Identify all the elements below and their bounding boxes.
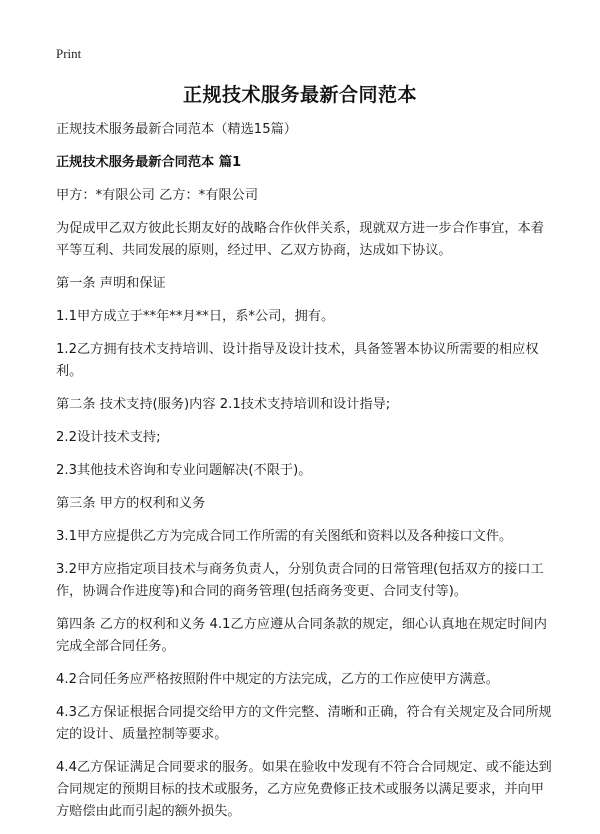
clause-1-2: 1.2乙方拥有技术支持培训、设计指导及设计技术，具备签署本协议所需要的相应权利。 <box>56 342 539 379</box>
paragraph-parties: 甲方：*有限公司 乙方：*有限公司 <box>56 188 259 203</box>
clause-4-2: 4.2合同任务应严格按照附件中规定的方法完成，乙方的工作应使甲方满意。 <box>56 672 499 687</box>
clause-3-2: 3.2甲方应指定项目技术与商务负责人，分别负责合同的日常管理(包括双方的接口工作，协调合作进度等)和合同的商务管理(包括商务变更、合同支付等)。 <box>56 562 544 599</box>
clause-4-3: 4.3乙方保证根据合同提交给甲方的文件完整、清晰和正确，符合有关规定及合同所规定的设计、质量控制等要求。 <box>56 705 552 742</box>
clause-3-1: 3.1甲方应提供乙方为完成合同工作所需的有关图纸和资料以及各种接口文件。 <box>56 529 513 544</box>
section-heading: 正规技术服务最新合同范本 篇1 <box>56 155 242 170</box>
paragraph-subtitle: 正规技术服务最新合同范本（精选15篇） <box>56 122 297 137</box>
clause-4-4: 4.4乙方保证满足合同要求的服务。如果在验收中发现有不符合合同规定、或不能达到合同规定的预期目标的技术或服务，乙方应免费修正技术或服务以满足要求，并向甲方赔偿由此而引起的额外损失。 <box>56 760 552 819</box>
clause-1-1: 1.1甲方成立于**年**月**日，系*公司，拥有。 <box>56 309 335 324</box>
clause-2-3: 2.3其他技术咨询和专业问题解决(不限于)。 <box>56 463 312 478</box>
print-label: Print <box>56 46 82 61</box>
article-4-heading: 第四条 乙方的权利和义务 4.1乙方应遵从合同条款的规定，细心认真地在规定时间内完成全部合同任务。 <box>56 617 547 654</box>
article-1-heading: 第一条 声明和保证 <box>56 276 166 291</box>
article-3-heading: 第三条 甲方的权利和义务 <box>56 496 206 511</box>
paragraph-preamble: 为促成甲乙双方彼此长期友好的战略合作伙伴关系，现就双方进一步合作事宜，本着平等互利、共同发展的原则，经过甲、乙双方协商，达成如下协议。 <box>56 221 544 258</box>
page-title: 正规技术服务最新合同范本 <box>182 84 417 106</box>
clause-2-2: 2.2设计技术支持; <box>56 430 161 445</box>
document-body <box>56 119 552 834</box>
article-2-heading: 第二条 技术支持(服务)内容 2.1技术支持培训和设计指导; <box>56 397 391 412</box>
